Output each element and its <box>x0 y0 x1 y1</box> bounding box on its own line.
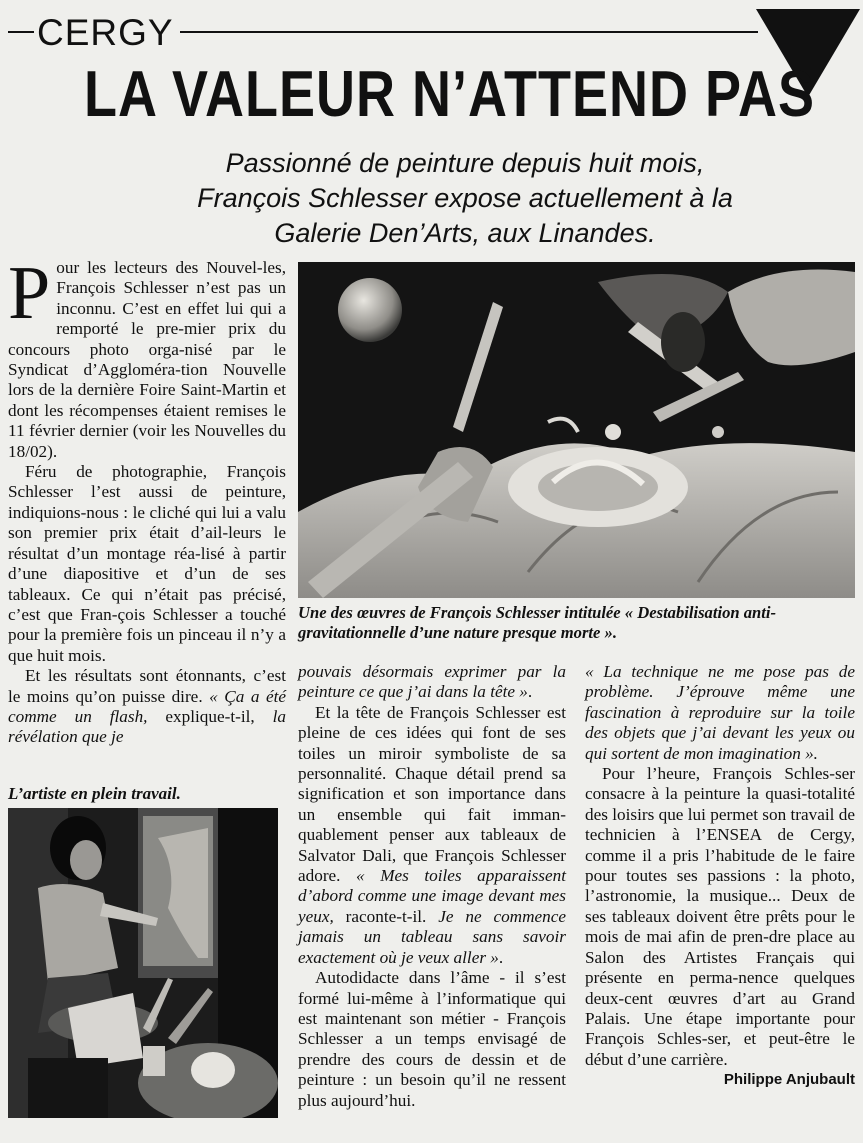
paragraph-intro <box>8 251 286 462</box>
c2p1-end: . <box>527 682 533 702</box>
painting-caption: Une des œuvres de François Schlesser intitulée « Destabilisation anti-gravitationnelle d’une nature presque morte ». <box>298 603 777 642</box>
paragraph-1-text: our les lecteurs des Nouvel-les, François Schlesser n’est pas un inconnu. C’est en effet lui qui a remporté le pre-mier prix du concours photo orga-nisé par le Syndicat d’Aggloméra-tion Nouvelle lors de la dernière Foire Saint-Martin et dont les récompenses étaient remises le 11 février dernier (voir les Nouvelles du 18/02). <box>8 258 286 461</box>
artist-photo-image <box>8 808 278 1118</box>
header-rule <box>180 31 758 33</box>
article-column-3 <box>585 662 855 1091</box>
p3-quote-a: « Ça a été comme un flash, <box>8 686 286 726</box>
header-dash <box>8 31 34 33</box>
c2p1-quote: pouvais désormais exprimer par la peinture ce que j’ai dans la tête » <box>298 662 566 702</box>
painting-image <box>298 262 855 598</box>
col3-paragraph-2 <box>585 764 855 1089</box>
c2p2-text-b: raconte-t-il. <box>345 906 439 926</box>
standfirst-line-1: Passionné de peinture depuis huit mois, <box>225 148 705 178</box>
standfirst <box>120 146 810 251</box>
p3-text-a: Et les résultats sont étonnants, c’est le moins qu’on puisse dire. <box>8 666 286 706</box>
c2p2-quote-b: Je ne commence jamais un tableau sans savoir exactement où je veux aller » <box>298 906 566 967</box>
p3-quote-b: la révélation que je <box>8 706 286 747</box>
headline: LA VALEUR N’ATTEND PAS <box>84 58 815 131</box>
section-kicker: CERGY <box>37 11 174 53</box>
painting-photo <box>298 262 855 598</box>
c2p2-text-a: Et la tête de François Schlesser est pleine de ces idées qui font de ses toiles un miroir symboliste de sa personnalité. Chaque détail prend sa signification et son importance dans un ensemble qui fait imman-quablement penser aux tableaux de Salvator Dali, que François Schlesser adore. <box>298 702 566 886</box>
col2-paragraph-2 <box>298 703 566 968</box>
artist-photo <box>8 808 278 1118</box>
paragraph-2: Féru de photographie, François Schlesser l’est aussi de peinture, indiquions-nous : le cliché qui lui a valu son premier prix était d’ail-leurs le résultat d’un montage réa-lisé à partir d’une diapositive et d’un de ses tableaux. Ce qui n’était pas précisé, c’est que Fran-çois Schlesser a touché pour la première fois un pinceau il n’y a que huit mois. <box>8 462 286 665</box>
col3-paragraph-1 <box>585 662 855 764</box>
col2-paragraph-1 <box>298 662 566 703</box>
small-photo-caption: L’artiste en plein travail. <box>8 784 181 803</box>
c2p2-quote-a: « Mes toiles apparaissent d’abord comme une image devant mes yeux, <box>298 866 566 926</box>
c3p2-text: Pour l’heure, François Schles-ser consacre à la peinture la quasi-totalité des loisirs que lui permet son travail de technicien à l’ENSEA de Cergy, comme il a pris l’habitude de le faire pour toutes ses passions : la photo, l’astronomie, la musique... Deux de ses tableaux doivent être prêts pour le mois de mai afin de pren-dre place au Salon des Artistes Français qui présente en perma-nence quelques deux-cent œuvres d’art au Grand Palais. Une étape importante pour François Schles-ser, et peut-être le début d’une carrière. <box>585 764 855 1069</box>
c2p2-end: . <box>498 947 504 967</box>
standfirst-line-2: François Schlesser expose actuellement à la <box>197 183 733 213</box>
p3-text-b: explique-t-il, <box>165 706 273 726</box>
article-column-2 <box>298 662 566 1111</box>
c3p1-quote: « La technique ne me pose pas de problème. J’éprouve même une fascination à reproduire sur la toile des objets que j’ai devant les yeux ou qui sortent de mon imagination ». <box>585 662 855 763</box>
paragraph-3 <box>8 666 286 748</box>
article-column-1 <box>8 251 286 748</box>
drop-cap: P <box>8 251 51 335</box>
author-signature: Philippe Anjubault <box>723 1071 855 1089</box>
section-header <box>8 12 758 52</box>
col2-paragraph-3: Autodidacte dans l’âme - il s’est formé lui-même à l’informatique qui est maintenant son métier - François Schlesser a un temps envisagé de prendre des cours de dessin et de peinture : un besoin qu’il ne ressent plus aujourd’hui. <box>298 968 566 1110</box>
standfirst-line-3: Galerie Den’Arts, aux Linandes. <box>274 218 656 248</box>
